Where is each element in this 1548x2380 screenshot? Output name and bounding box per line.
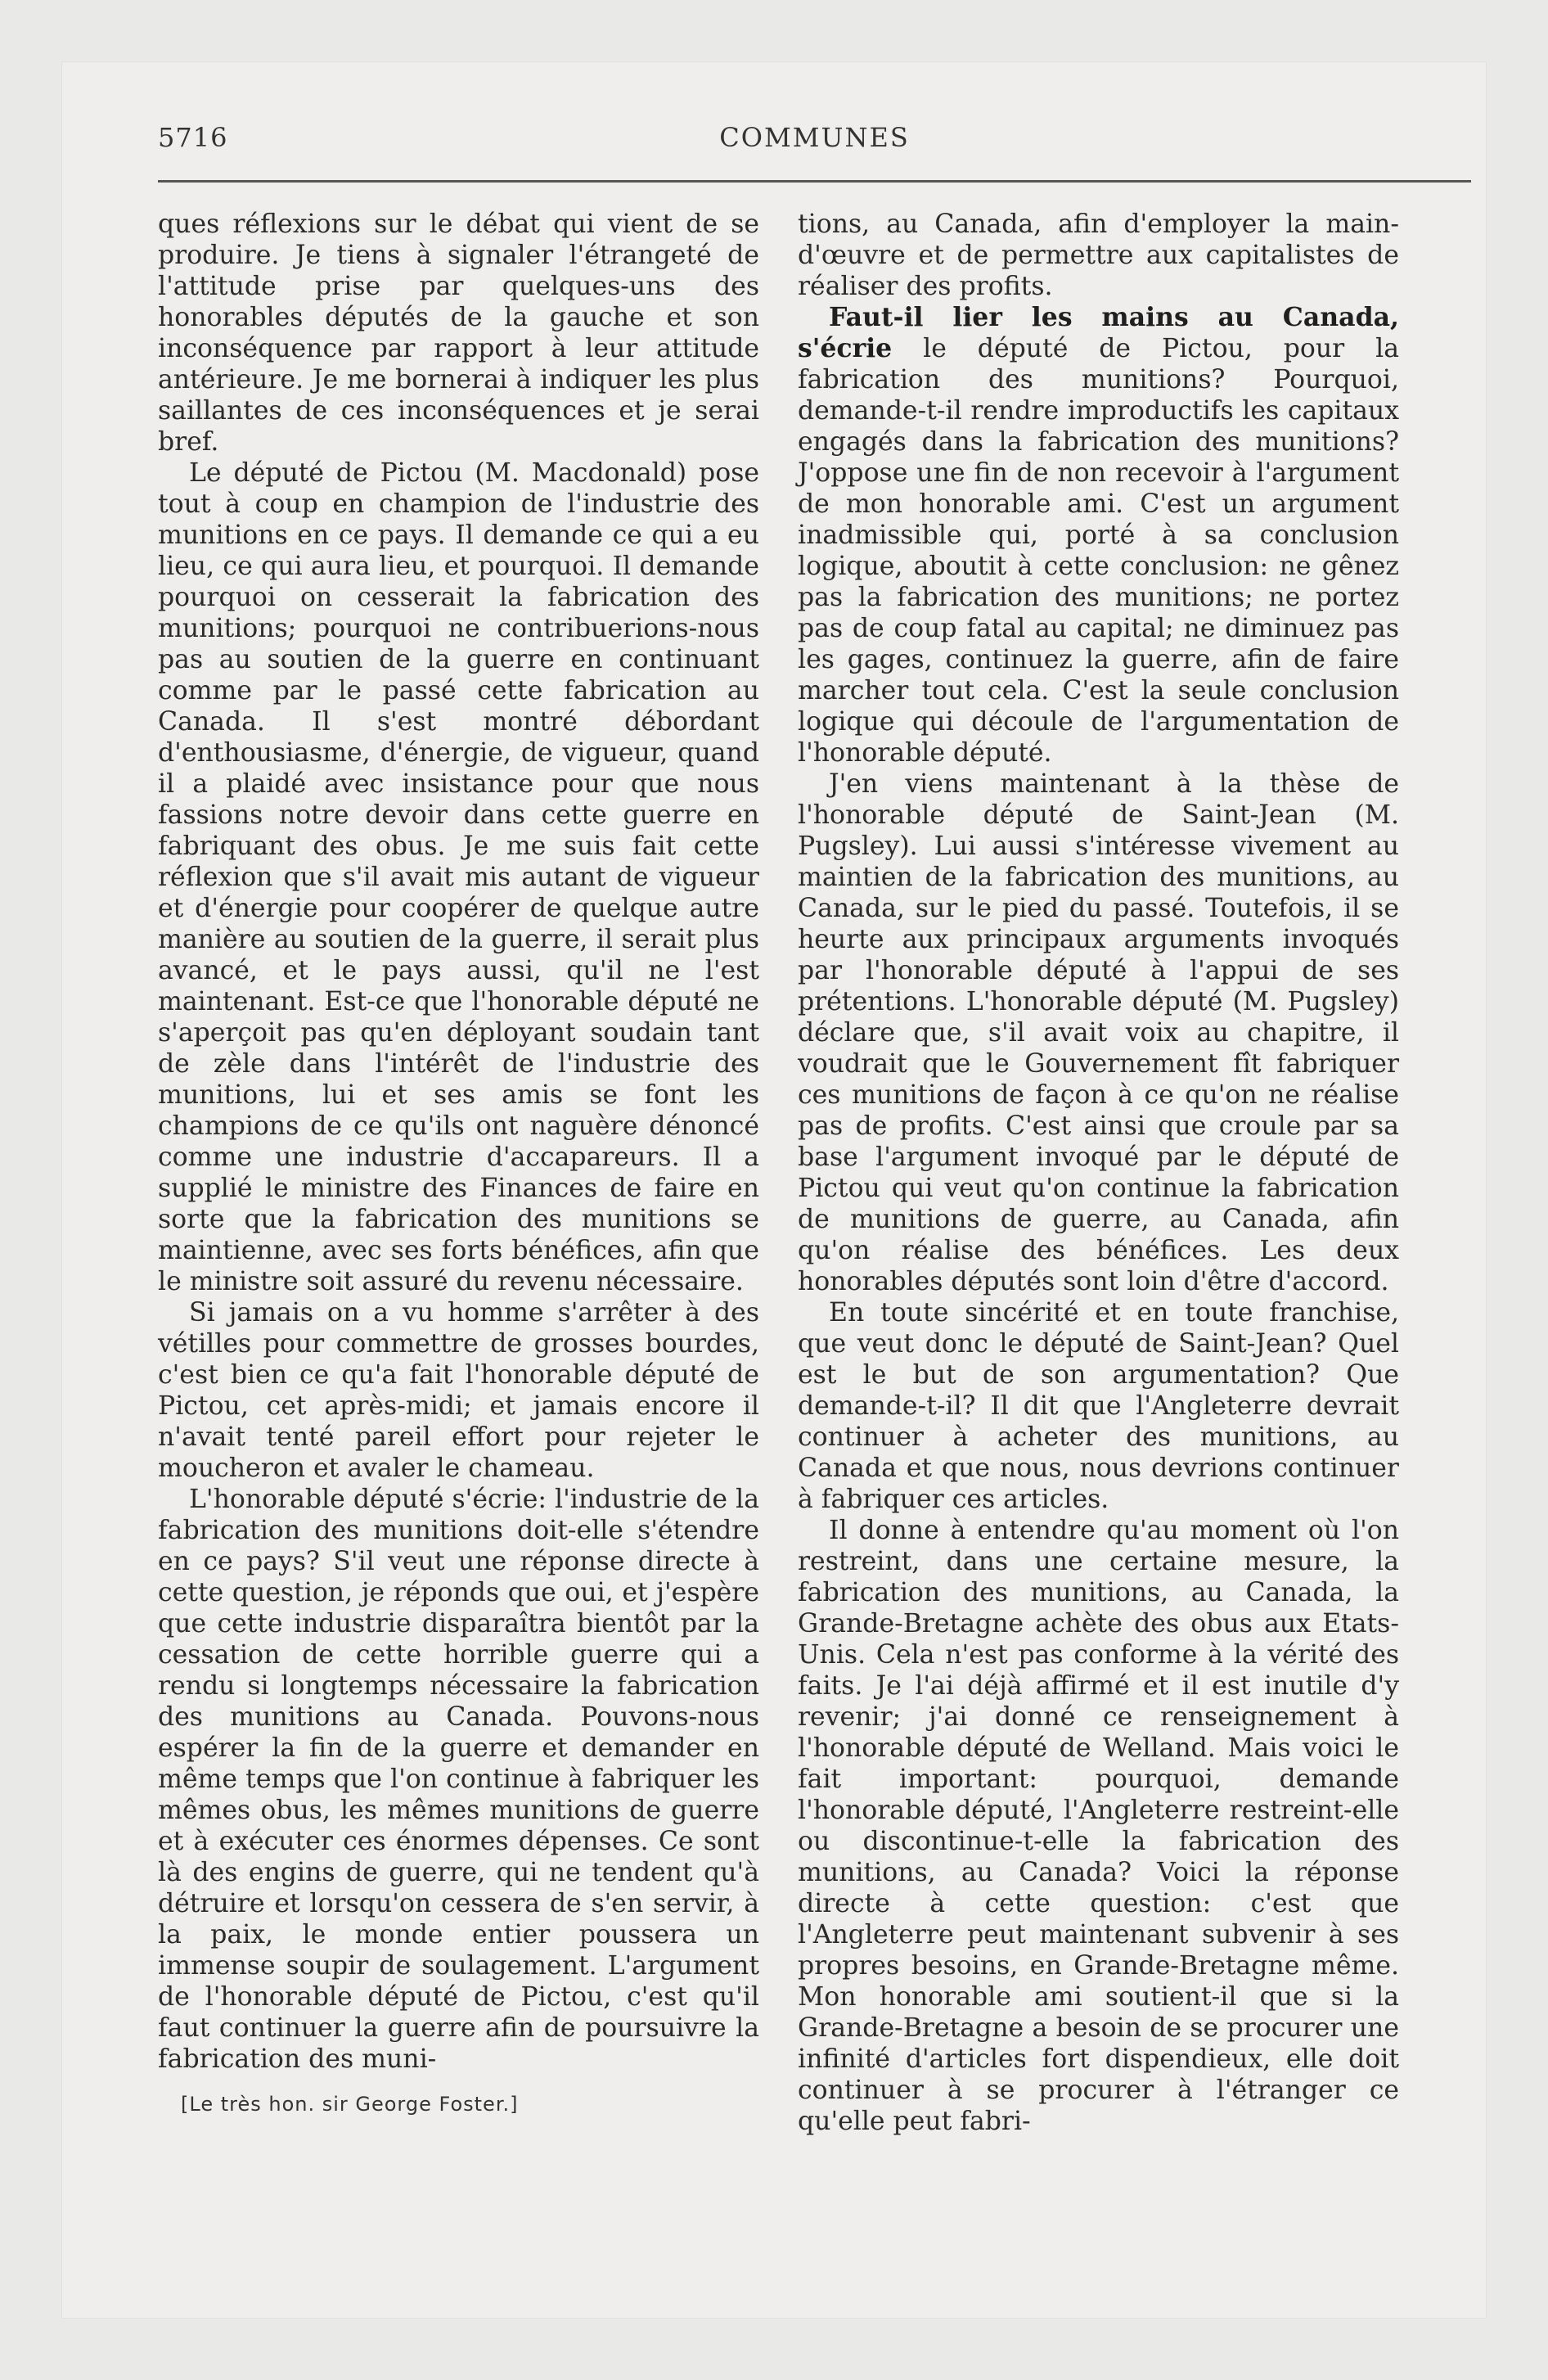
paragraph: ques réflexions sur le débat qui vient de se produire. Je tiens à signaler l'étrangeté de l'attitude prise par quelques-uns des honorables députés de la gauche et son inconséquence par rapport à leur attitude antérieure. Je me bornerai à indiquer les plus saillantes de ces inconséquences et je serai bref. <box>158 210 759 457</box>
paragraph: Il donne à entendre qu'au moment où l'on restreint, dans une certaine mesure, la fabrication des munitions, au Canada, la Grande-Bretagne achète des obus aux Etats-Unis. Cela n'est pas conforme à la vérité des faits. Je l'ai déjà affirmé et il est inutile d'y revenir; j'ai donné ce renseignement à l'honorable député de Welland. Mais voici le fait important: pourquoi, demande l'honorable député, l'Angleterre restreint-elle ou discontinue-t-elle la fabrication des munitions, au Canada? Voici la réponse directe à cette question: c'est que l'Angleterre peut maintenant subvenir à ses propres besoins, en Grande-Bretagne même. Mon honorable ami soutient-il que si la Grande-Bretagne a besoin de se procurer une infinité d'articles fort dispendieux, elle doit continuer à se procurer à l'étranger ce qu'elle peut fabri- <box>798 1516 1399 2136</box>
paragraph: En toute sincérité et en toute franchise, que veut donc le député de Saint-Jean? Quel est le but de son argumentation? Que demande-t-il? Il dit que l'Angleterre devrait continuer à acheter des munitions, au Canada et que nous, nous devrions continuer à fabriquer ces articles. <box>798 1298 1399 1514</box>
left-column <box>158 209 759 2117</box>
paragraph: J'en viens maintenant à la thèse de l'honorable député de Saint-Jean (M. Pugsley). Lui aussi s'intéresse vivement au maintien de la fabrication des munitions, au Canada, sur le pied du passé. Toutefois, il se heurte aux principaux arguments invoqués par l'honorable député à l'appui de ses prétentions. L'honorable député (M. Pugsley) déclare que, s'il avait voix au chapitre, il voudrait que le Gouvernement fît fabriquer ces munitions de façon à ce qu'on ne réalise pas de profits. C'est ainsi que croule par sa base l'argument invoqué par le député de Pictou qui veut qu'on continue la fabrication de munitions de guerre, au Canada, afin qu'on réalise des bénéfices. Les deux honorables députés sont loin d'être d'accord. <box>798 769 1399 1296</box>
right-column <box>798 209 1399 2137</box>
running-head: COMMUNES <box>719 122 910 153</box>
bold-phrase: Faut-il lier les mains au Canada, s'écrie <box>798 302 1399 363</box>
paragraph: Si jamais on a vu homme s'arrêter à des vétilles pour commettre de grosses bourdes, c'est bien ce qu'a fait l'honorable député de Pictou, cet après-midi; et jamais encore il n'avait tenté pareil effort pour rejeter le moucheron et avaler le chameau. <box>158 1298 759 1483</box>
paragraph <box>798 302 1399 769</box>
paragraph-text: le député de Pictou, pour la fabrication des munitions? Pourquoi, demande-t-il rendre improductifs les capitaux engagés dans la fabrication des munitions? J'oppose une fin de non recevoir à l'argument de mon honorable ami. C'est un argument inadmissible qui, porté à sa conclusion logique, aboutit à cette conclusion: ne gênez pas la fabrication des munitions; ne portez pas de coup fatal au capital; ne diminuez pas les gages, continuez la guerre, afin de faire marcher tout cela. C'est la seule conclusion logique qui découle de l'argumentation de l'honorable député. <box>798 334 1400 768</box>
paragraph: L'honorable député s'écrie: l'industrie de la fabrication des munitions doit-elle s'étendre en ce pays? S'il veut une réponse directe à cette question, je réponds que oui, et j'espère que cette industrie disparaîtra bientôt par la cessation de cette horrible guerre qui a rendu si longtemps nécessaire la fabrication des munitions au Canada. Pouvons-nous espérer la fin de la guerre et demander en même temps que l'on continue à fabriquer les mêmes obus, les mêmes munitions de guerre et à exécuter ces énormes dépenses. Ce sont là des engins de guerre, qui ne tendent qu'à détruire et lorsqu'on cessera de s'en servir, à la paix, le monde entier poussera un immense soupir de soulagement. L'argument de l'honorable député de Pictou, c'est qu'il faut continuer la guerre afin de poursuivre la fabrication des muni- <box>158 1485 759 2074</box>
paragraph: Le député de Pictou (M. Macdonald) pose tout à coup en champion de l'industrie des munitions en ce pays. Il demande ce qui a eu lieu, ce qui aura lieu, et pourquoi. Il demande pourquoi on cesserait la fabrication des munitions; pourquoi ne contribuerions-nous pas au soutien de la guerre en continuant comme par le passé cette fabrication au Canada. Il s'est montré débordant d'enthousiasme, d'énergie, de vigueur, quand il a plaidé avec insistance pour que nous fassions notre devoir dans cette guerre en fabriquant des obus. Je me suis fait cette réflexion que s'il avait mis autant de vigueur et d'énergie pour coopérer de quelque autre manière au soutien de la guerre, il serait plus avancé, et le pays aussi, qu'il ne l'est maintenant. Est-ce que l'honorable député ne s'aperçoit pas qu'en déployant soudain tant de zèle dans l'intérêt de l'industrie des munitions, lui et ses amis se font les champions de ce qu'ils ont naguère dénoncé comme une industrie d'accapareurs. Il a supplié le ministre des Finances de faire en sorte que la fabrication des munitions se maintienne, avec ses forts bénéfices, afin que le ministre soit assuré du revenu nécessaire. <box>158 458 759 1296</box>
header-rule <box>158 180 1471 183</box>
speaker-footnote: [Le très hon. sir George Foster.] <box>181 2093 519 2116</box>
paragraph: tions, au Canada, afin d'employer la main-d'œuvre et de permettre aux capitalistes de réaliser des profits. <box>798 210 1399 301</box>
page-header <box>158 117 1471 158</box>
page-number: 5716 <box>158 122 228 153</box>
